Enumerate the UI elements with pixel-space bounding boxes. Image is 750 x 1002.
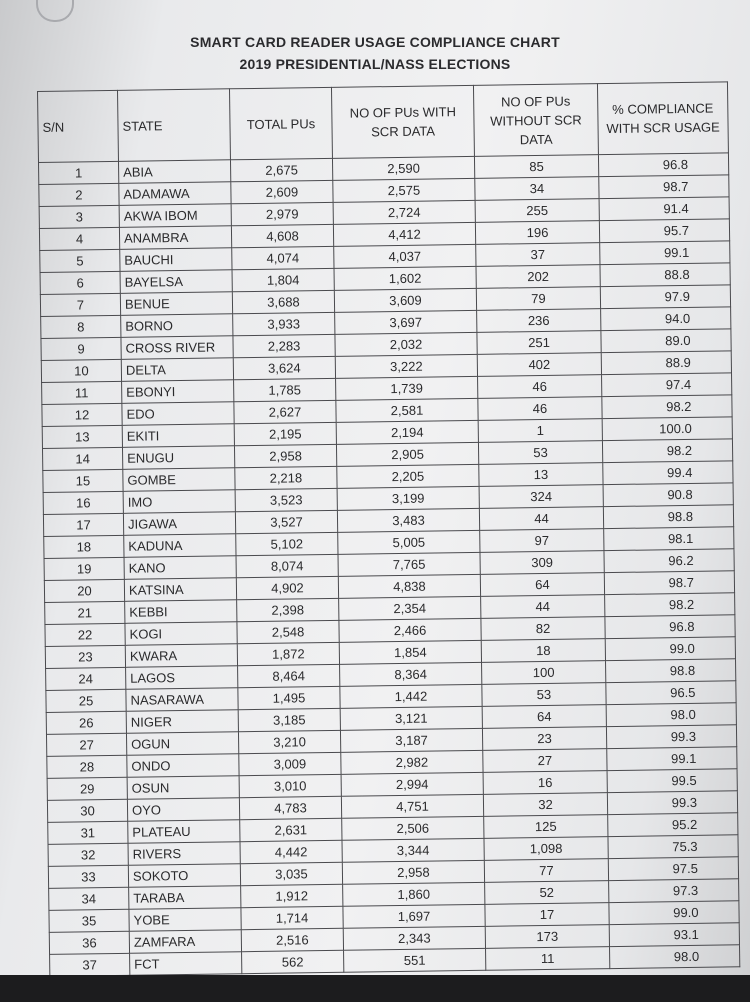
cell-total-pus: 4,783 bbox=[239, 796, 341, 819]
cell-sn: 10 bbox=[41, 359, 121, 382]
cell-sn: 27 bbox=[46, 733, 126, 756]
cell-total-pus: 1,785 bbox=[234, 378, 336, 401]
cell-state: SOKOTO bbox=[128, 864, 240, 888]
cell-pus-without-scr: 196 bbox=[475, 221, 599, 245]
cell-pus-with-scr: 2,466 bbox=[339, 618, 481, 642]
cell-pus-with-scr: 3,121 bbox=[340, 706, 482, 730]
cell-pus-with-scr: 2,581 bbox=[336, 398, 478, 422]
cell-sn: 6 bbox=[40, 271, 120, 294]
cell-sn: 24 bbox=[46, 667, 126, 690]
cell-state: ENUGU bbox=[122, 446, 234, 470]
header-total-pus: TOTAL PUs bbox=[229, 87, 332, 159]
cell-state: OSUN bbox=[127, 776, 239, 800]
cell-pus-with-scr: 2,905 bbox=[336, 442, 478, 466]
cell-compliance: 88.9 bbox=[601, 351, 731, 375]
cell-sn: 37 bbox=[50, 953, 130, 975]
cell-sn: 25 bbox=[46, 689, 126, 712]
cell-pus-without-scr: 1 bbox=[478, 419, 602, 443]
cell-sn: 21 bbox=[45, 601, 125, 624]
cell-sn: 19 bbox=[44, 557, 124, 580]
cell-state: RIVERS bbox=[128, 842, 240, 866]
cell-pus-without-scr: 309 bbox=[480, 551, 604, 575]
cell-total-pus: 3,624 bbox=[233, 356, 335, 379]
cell-compliance: 99.0 bbox=[605, 637, 735, 661]
cell-pus-without-scr: 11 bbox=[486, 947, 610, 971]
header-pus-without-scr-text: NO OF PUs WITHOUT SCR DATA bbox=[490, 93, 582, 147]
cell-state: OGUN bbox=[126, 732, 238, 756]
cell-total-pus: 1,872 bbox=[237, 642, 339, 665]
cell-pus-with-scr: 1,697 bbox=[343, 904, 485, 928]
cell-state: FCT bbox=[130, 952, 242, 975]
cell-state: JIGAWA bbox=[123, 512, 235, 536]
cell-total-pus: 8,074 bbox=[236, 554, 338, 577]
header-compliance-text: % COMPLIANCE WITH SCR USAGE bbox=[606, 100, 720, 137]
cell-pus-without-scr: 236 bbox=[477, 309, 601, 333]
cell-pus-without-scr: 13 bbox=[479, 463, 603, 487]
cell-sn: 17 bbox=[43, 513, 123, 536]
cell-compliance: 97.9 bbox=[600, 285, 730, 309]
cell-pus-without-scr: 44 bbox=[479, 507, 603, 531]
cell-compliance: 99.4 bbox=[603, 461, 733, 485]
cell-state: ADAMAWA bbox=[119, 182, 231, 206]
cell-pus-without-scr: 17 bbox=[485, 903, 609, 927]
compliance-table bbox=[37, 81, 740, 975]
cell-pus-with-scr: 1,854 bbox=[339, 640, 481, 664]
cell-compliance: 99.0 bbox=[609, 901, 739, 925]
cell-compliance: 97.4 bbox=[602, 373, 732, 397]
cell-pus-with-scr: 3,609 bbox=[334, 288, 476, 312]
table-header-row bbox=[38, 82, 729, 163]
cell-total-pus: 2,516 bbox=[241, 928, 343, 951]
cell-compliance: 100.0 bbox=[602, 417, 732, 441]
header-compliance bbox=[597, 82, 728, 155]
cell-pus-with-scr: 3,483 bbox=[337, 508, 479, 532]
cell-pus-without-scr: 16 bbox=[483, 771, 607, 795]
cell-pus-without-scr: 18 bbox=[481, 639, 605, 663]
cell-state: BORNO bbox=[121, 314, 233, 338]
cell-total-pus: 2,398 bbox=[237, 598, 339, 621]
header-state: STATE bbox=[117, 89, 230, 162]
cell-state: DELTA bbox=[121, 358, 233, 382]
cell-pus-with-scr: 1,739 bbox=[336, 376, 478, 400]
cell-total-pus: 8,464 bbox=[238, 664, 340, 687]
cell-pus-with-scr: 2,343 bbox=[343, 926, 485, 950]
cell-compliance: 96.2 bbox=[604, 549, 734, 573]
cell-state: LAGOS bbox=[126, 666, 238, 690]
cell-pus-with-scr: 7,765 bbox=[338, 552, 480, 576]
cell-total-pus: 2,195 bbox=[234, 422, 336, 445]
cell-total-pus: 2,548 bbox=[237, 620, 339, 643]
cell-compliance: 98.2 bbox=[602, 395, 732, 419]
cell-sn: 13 bbox=[42, 425, 122, 448]
cell-pus-without-scr: 202 bbox=[476, 265, 600, 289]
cell-compliance: 88.8 bbox=[600, 263, 730, 287]
cell-total-pus: 2,627 bbox=[234, 400, 336, 423]
cell-state: ANAMBRA bbox=[119, 226, 231, 250]
cell-compliance: 95.7 bbox=[599, 219, 729, 243]
cell-pus-without-scr: 1,098 bbox=[484, 837, 608, 861]
cell-state: IMO bbox=[123, 490, 235, 514]
cell-pus-without-scr: 255 bbox=[475, 199, 599, 223]
cell-total-pus: 2,283 bbox=[233, 334, 335, 357]
cell-pus-with-scr: 8,364 bbox=[340, 662, 482, 686]
cell-compliance: 99.5 bbox=[607, 769, 737, 793]
cell-compliance: 98.2 bbox=[602, 439, 732, 463]
cell-sn: 34 bbox=[49, 887, 129, 910]
cell-total-pus: 1,714 bbox=[241, 906, 343, 929]
cell-state: KWARA bbox=[125, 644, 237, 668]
cell-total-pus: 1,495 bbox=[238, 686, 340, 709]
cell-pus-with-scr: 3,344 bbox=[342, 838, 484, 862]
header-pus-with-scr-text: NO OF PUs WITH SCR DATA bbox=[349, 104, 457, 140]
cell-total-pus: 2,609 bbox=[231, 180, 333, 203]
cell-compliance: 97.3 bbox=[609, 879, 739, 903]
cell-pus-without-scr: 251 bbox=[477, 331, 601, 355]
cell-state: BAUCHI bbox=[120, 248, 232, 272]
cell-sn: 22 bbox=[45, 623, 125, 646]
cell-state: ZAMFARA bbox=[129, 930, 241, 954]
cell-compliance: 98.8 bbox=[606, 659, 736, 683]
chart-title: SMART CARD READER USAGE COMPLIANCE CHART bbox=[190, 34, 560, 50]
cell-state: TARABA bbox=[129, 886, 241, 910]
cell-total-pus: 3,185 bbox=[238, 708, 340, 731]
cell-compliance: 91.4 bbox=[599, 197, 729, 221]
cell-sn: 8 bbox=[41, 315, 121, 338]
cell-total-pus: 1,912 bbox=[241, 884, 343, 907]
cell-compliance: 99.3 bbox=[607, 791, 737, 815]
cell-pus-without-scr: 79 bbox=[476, 287, 600, 311]
cell-sn: 1 bbox=[38, 161, 118, 184]
cell-total-pus: 3,035 bbox=[240, 862, 342, 885]
cell-compliance: 99.1 bbox=[607, 747, 737, 771]
cell-sn: 5 bbox=[40, 249, 120, 272]
cell-sn: 31 bbox=[48, 821, 128, 844]
cell-pus-without-scr: 402 bbox=[477, 353, 601, 377]
cell-total-pus: 3,009 bbox=[239, 752, 341, 775]
cell-compliance: 98.2 bbox=[605, 593, 735, 617]
cell-compliance: 99.1 bbox=[600, 241, 730, 265]
cell-sn: 30 bbox=[47, 799, 127, 822]
cell-total-pus: 4,442 bbox=[240, 840, 342, 863]
cell-sn: 26 bbox=[46, 711, 126, 734]
cell-state: ONDO bbox=[127, 754, 239, 778]
cell-state: BENUE bbox=[120, 292, 232, 316]
cell-compliance: 95.2 bbox=[608, 813, 738, 837]
cell-total-pus: 3,933 bbox=[233, 312, 335, 335]
cell-state: OYO bbox=[127, 798, 239, 822]
cell-pus-without-scr: 53 bbox=[482, 683, 606, 707]
cell-total-pus: 1,804 bbox=[232, 268, 334, 291]
cell-pus-without-scr: 82 bbox=[481, 617, 605, 641]
cell-state: YOBE bbox=[129, 908, 241, 932]
cell-pus-with-scr: 2,575 bbox=[333, 178, 475, 202]
cell-pus-with-scr: 2,982 bbox=[341, 750, 483, 774]
cell-compliance: 98.1 bbox=[604, 527, 734, 551]
cell-total-pus: 3,010 bbox=[239, 774, 341, 797]
cell-pus-with-scr: 2,724 bbox=[333, 200, 475, 224]
cell-pus-without-scr: 324 bbox=[479, 485, 603, 509]
cell-sn: 12 bbox=[42, 403, 122, 426]
cell-pus-without-scr: 97 bbox=[480, 529, 604, 553]
cell-compliance: 99.3 bbox=[606, 725, 736, 749]
cell-state: AKWA IBOM bbox=[119, 204, 231, 228]
cell-pus-without-scr: 64 bbox=[480, 573, 604, 597]
cell-sn: 28 bbox=[47, 755, 127, 778]
cell-sn: 3 bbox=[39, 205, 119, 228]
cell-state: ABIA bbox=[118, 160, 230, 184]
cell-pus-without-scr: 53 bbox=[478, 441, 602, 465]
cell-state: PLATEAU bbox=[128, 820, 240, 844]
cell-pus-without-scr: 32 bbox=[483, 793, 607, 817]
cell-pus-without-scr: 23 bbox=[482, 727, 606, 751]
cell-pus-without-scr: 27 bbox=[483, 749, 607, 773]
cell-state: NASARAWA bbox=[126, 688, 238, 712]
cell-state: EBONYI bbox=[122, 380, 234, 404]
cell-total-pus: 2,958 bbox=[234, 444, 336, 467]
cell-sn: 16 bbox=[43, 491, 123, 514]
cell-sn: 36 bbox=[49, 931, 129, 954]
cell-total-pus: 562 bbox=[242, 950, 344, 973]
cell-pus-without-scr: 64 bbox=[482, 705, 606, 729]
cell-pus-with-scr: 2,205 bbox=[337, 464, 479, 488]
cell-pus-with-scr: 1,602 bbox=[334, 266, 476, 290]
cell-sn: 9 bbox=[41, 337, 121, 360]
cell-total-pus: 3,527 bbox=[235, 510, 337, 533]
cell-compliance: 90.8 bbox=[603, 483, 733, 507]
cell-sn: 33 bbox=[48, 865, 128, 888]
cell-sn: 18 bbox=[44, 535, 124, 558]
cell-state: CROSS RIVER bbox=[121, 336, 233, 360]
cell-sn: 29 bbox=[47, 777, 127, 800]
cell-compliance: 98.7 bbox=[604, 571, 734, 595]
cell-pus-without-scr: 46 bbox=[478, 375, 602, 399]
cell-pus-with-scr: 2,032 bbox=[335, 332, 477, 356]
cell-sn: 32 bbox=[48, 843, 128, 866]
cell-sn: 7 bbox=[40, 293, 120, 316]
cell-sn: 23 bbox=[45, 645, 125, 668]
cell-pus-without-scr: 173 bbox=[485, 925, 609, 949]
cell-state: KADUNA bbox=[124, 534, 236, 558]
cell-compliance: 94.0 bbox=[601, 307, 731, 331]
cell-state: KATSINA bbox=[124, 578, 236, 602]
cell-pus-with-scr: 2,194 bbox=[336, 420, 478, 444]
cell-sn: 15 bbox=[43, 469, 123, 492]
header-pus-with-scr bbox=[331, 85, 474, 158]
cell-compliance: 96.8 bbox=[605, 615, 735, 639]
cell-total-pus: 2,631 bbox=[240, 818, 342, 841]
cell-pus-without-scr: 46 bbox=[478, 397, 602, 421]
cell-pus-with-scr: 4,751 bbox=[341, 794, 483, 818]
cell-compliance: 96.8 bbox=[598, 153, 728, 177]
table-body bbox=[38, 153, 739, 975]
cell-sn: 20 bbox=[44, 579, 124, 602]
cell-pus-without-scr: 77 bbox=[484, 859, 608, 883]
cell-pus-with-scr: 2,354 bbox=[339, 596, 481, 620]
header-pus-without-scr bbox=[473, 84, 598, 157]
cell-pus-with-scr: 3,222 bbox=[335, 354, 477, 378]
cell-pus-with-scr: 4,838 bbox=[338, 574, 480, 598]
cell-compliance: 98.8 bbox=[603, 505, 733, 529]
cell-state: EKITI bbox=[122, 424, 234, 448]
cell-compliance: 75.3 bbox=[608, 835, 738, 859]
cell-state: KEBBI bbox=[125, 600, 237, 624]
cell-state: EDO bbox=[122, 402, 234, 426]
bottom-bar bbox=[0, 975, 750, 1002]
cell-state: KOGI bbox=[125, 622, 237, 646]
cell-pus-without-scr: 52 bbox=[485, 881, 609, 905]
cell-total-pus: 3,210 bbox=[238, 730, 340, 753]
cell-compliance: 98.0 bbox=[610, 945, 740, 969]
cell-total-pus: 3,523 bbox=[235, 488, 337, 511]
cell-pus-with-scr: 3,697 bbox=[335, 310, 477, 334]
cell-pus-with-scr: 2,958 bbox=[342, 860, 484, 884]
cell-compliance: 89.0 bbox=[601, 329, 731, 353]
cell-pus-without-scr: 34 bbox=[475, 177, 599, 201]
cell-sn: 4 bbox=[39, 227, 119, 250]
cell-compliance: 97.5 bbox=[608, 857, 738, 881]
cell-compliance: 98.0 bbox=[606, 703, 736, 727]
cell-pus-without-scr: 44 bbox=[481, 595, 605, 619]
cell-compliance: 98.7 bbox=[599, 175, 729, 199]
cell-pus-with-scr: 2,590 bbox=[332, 156, 474, 180]
cell-total-pus: 2,979 bbox=[231, 202, 333, 225]
cell-total-pus: 3,688 bbox=[232, 290, 334, 313]
cell-state: KANO bbox=[124, 556, 236, 580]
cell-pus-with-scr: 4,037 bbox=[334, 244, 476, 268]
cell-total-pus: 4,074 bbox=[232, 246, 334, 269]
cell-pus-with-scr: 1,442 bbox=[340, 684, 482, 708]
cell-pus-with-scr: 551 bbox=[344, 948, 486, 972]
cell-state: GOMBE bbox=[123, 468, 235, 492]
chart-subtitle: 2019 PRESIDENTIAL/NASS ELECTIONS bbox=[239, 56, 511, 72]
cell-pus-with-scr: 1,860 bbox=[343, 882, 485, 906]
cell-total-pus: 4,608 bbox=[231, 224, 333, 247]
cell-pus-without-scr: 125 bbox=[484, 815, 608, 839]
header-sn: S/N bbox=[38, 90, 119, 162]
cell-sn: 35 bbox=[49, 909, 129, 932]
cell-pus-without-scr: 85 bbox=[474, 155, 598, 179]
cell-pus-with-scr: 2,506 bbox=[342, 816, 484, 840]
cell-total-pus: 2,675 bbox=[230, 158, 332, 181]
cell-pus-with-scr: 3,187 bbox=[340, 728, 482, 752]
cell-pus-with-scr: 4,412 bbox=[333, 222, 475, 246]
cell-pus-with-scr: 5,005 bbox=[338, 530, 480, 554]
cell-sn: 11 bbox=[42, 381, 122, 404]
cell-compliance: 93.1 bbox=[609, 923, 739, 947]
cell-pus-without-scr: 100 bbox=[482, 661, 606, 685]
cell-state: NIGER bbox=[126, 710, 238, 734]
cell-pus-without-scr: 37 bbox=[476, 243, 600, 267]
cell-pus-with-scr: 2,994 bbox=[341, 772, 483, 796]
cell-total-pus: 4,902 bbox=[236, 576, 338, 599]
cell-total-pus: 2,218 bbox=[235, 466, 337, 489]
cell-sn: 2 bbox=[39, 183, 119, 206]
cell-pus-with-scr: 3,199 bbox=[337, 486, 479, 510]
cell-sn: 14 bbox=[42, 447, 122, 470]
cell-total-pus: 5,102 bbox=[236, 532, 338, 555]
cell-compliance: 96.5 bbox=[606, 681, 736, 705]
corner-smudge-icon bbox=[36, 0, 74, 22]
cell-state: BAYELSA bbox=[120, 270, 232, 294]
